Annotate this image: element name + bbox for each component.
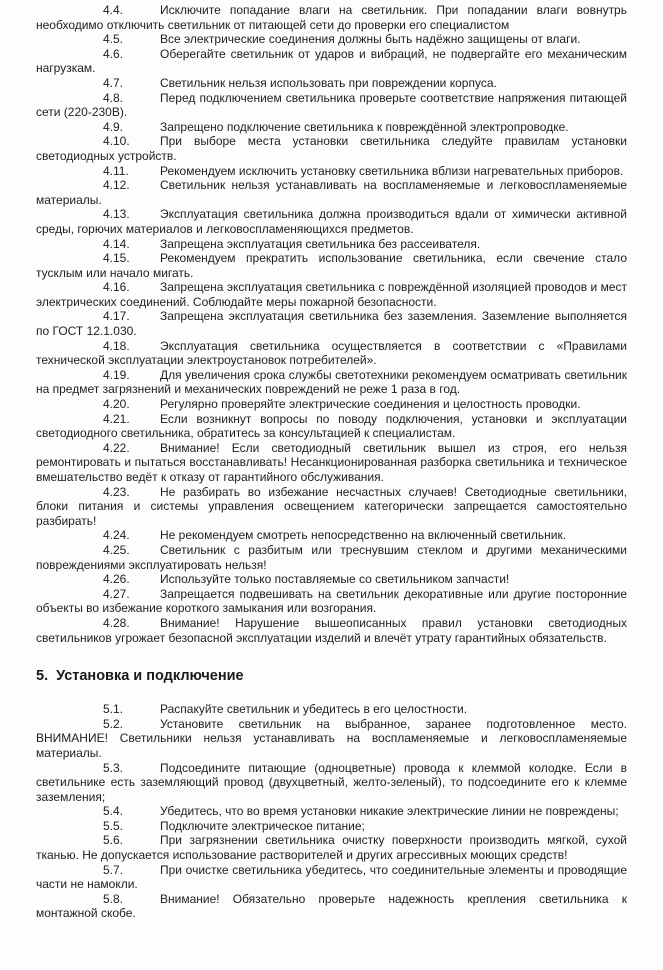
item-number: 4.27. — [103, 586, 130, 601]
item-number: 4.13. — [103, 207, 130, 222]
doc-paragraph — [36, 761, 627, 805]
item-text: При очистке светильника убедитесь, что соединительные элементы и проводящие части не намокли. — [36, 862, 627, 892]
item-text: Для увеличения срока службы светотехники рекомендуем осматривать светильник на предмет загрязнений и механических повреждений не реже 1 раза в год. — [36, 367, 627, 397]
item-number: 4.10. — [103, 134, 130, 149]
item-number: 4.17. — [103, 309, 130, 324]
section-5-heading-number: 5. — [36, 668, 49, 685]
doc-paragraph — [36, 309, 627, 338]
item-text: Убедитесь, что во время установки никакие электрические линии не повреждены; — [160, 804, 619, 819]
item-text: Исключите попадание влаги на светильник. При попадании влаги вовнутрь необходимо отключить светильник от питающей сети до проверки его специалистом — [36, 3, 627, 32]
doc-paragraph — [36, 134, 627, 163]
doc-paragraph — [36, 207, 627, 236]
item-text: Запрещена эксплуатация светильника без рассеивателя. — [160, 236, 481, 251]
item-number: 4.23. — [103, 484, 130, 499]
item-text: Распакуйте светильник и убедитесь в его целостности. — [160, 702, 468, 717]
doc-paragraph — [36, 280, 627, 309]
item-number: 5.5. — [103, 818, 124, 833]
item-number: 4.25. — [103, 542, 130, 557]
doc-paragraph — [36, 412, 627, 441]
item-text: Запрещена эксплуатация светильника с повреждённой изоляцией проводов и мест электрических соединений. Соблюдайте меры пожарной безопасности. — [36, 280, 627, 309]
item-text: Если возникнут вопросы по поводу подключения, установки и эксплуатации светодиодного светильника, обратитесь за консультацией к специалистам. — [36, 411, 627, 441]
item-number: 4.28. — [103, 615, 130, 630]
item-text: Светильник нельзя использовать при повреждении корпуса. — [160, 75, 497, 90]
item-number: 4.16. — [103, 280, 130, 295]
item-number: 4.22. — [103, 440, 130, 455]
item-text: Эксплуатация светильника осуществляется в соответствии с «Правилами технической эксплуатации электроустановок потребителей». — [36, 338, 627, 368]
doc-paragraph — [36, 120, 627, 135]
item-number: 4.20. — [103, 397, 130, 412]
item-text: Установите светильник на выбранное, заранее подготовленное место. ВНИМАНИЕ! Светильники нельзя устанавливать на воспламеняемые и легковоспламеняемые материалы. — [36, 716, 627, 760]
item-number: 5.6. — [103, 833, 124, 848]
item-text: Светильник нельзя устанавливать на воспламеняемые и легковоспламеняемые материалы. — [36, 178, 627, 207]
doc-paragraph — [36, 3, 627, 32]
section-4-safety-list — [36, 3, 627, 645]
item-number: 4.4. — [103, 3, 124, 17]
item-number: 5.2. — [103, 716, 124, 731]
item-text: Не рекомендуем смотреть непосредственно на включенный светильник. — [160, 528, 567, 543]
item-text: Все электрические соединения должны быть надёжно защищены от влаги. — [160, 32, 581, 47]
section-5-install-list — [36, 702, 627, 921]
item-number: 4.9. — [103, 119, 124, 134]
doc-paragraph — [36, 863, 627, 892]
item-text: Рекомендуем исключить установку светильника вблизи нагревательных приборов. — [160, 163, 624, 178]
doc-paragraph — [36, 819, 627, 834]
item-text: Регулярно проверяйте электрические соединения и целостность проводки. — [160, 397, 581, 412]
doc-paragraph — [36, 616, 627, 645]
item-text: Не разбирать во избежание несчастных случаев! Светодиодные светильники, блоки питания и системы управления освещением категорически запрещается самостоятельно разбирать! — [36, 484, 627, 528]
item-text: Оберегайте светильник от ударов и вибраций, не подвергайте его механическим нагрузкам. — [36, 46, 627, 76]
item-number: 4.7. — [103, 75, 124, 90]
item-number: 4.12. — [103, 178, 130, 193]
item-text: Подключите электрическое питание; — [160, 818, 365, 833]
item-number: 4.6. — [103, 46, 124, 61]
item-number: 4.5. — [103, 32, 124, 47]
doc-paragraph — [36, 164, 627, 179]
item-number: 5.8. — [103, 891, 124, 906]
item-number: 4.15. — [103, 251, 130, 266]
item-text: Используйте только поставляемые со светильником запчасти! — [160, 572, 510, 587]
item-number: 5.7. — [103, 862, 124, 877]
item-number: 4.21. — [103, 411, 130, 426]
item-number: 4.26. — [103, 572, 130, 587]
item-number: 4.24. — [103, 528, 130, 543]
item-text: Запрещено подключение светильника к повреждённой электропроводке. — [160, 119, 569, 134]
doc-paragraph — [36, 441, 627, 485]
item-number: 4.19. — [103, 367, 130, 382]
doc-paragraph — [36, 251, 627, 280]
doc-paragraph — [36, 702, 627, 717]
item-number: 4.14. — [103, 236, 130, 251]
doc-paragraph — [36, 485, 627, 529]
doc-paragraph — [36, 339, 627, 368]
item-text: Внимание! Нарушение вышеописанных правил установки светодиодных светильников угрожает безопасной эксплуатации изделий и влечёт утрату гарантийных обязательств. — [36, 615, 627, 645]
doc-paragraph — [36, 91, 627, 120]
item-text: При загрязнении светильника очистку поверхности производить мягкой, сухой тканью. Не допускается использование растворителей и других агрессивных моющих средств! — [36, 833, 627, 863]
item-number: 4.18. — [103, 338, 130, 353]
doc-paragraph — [36, 572, 627, 587]
item-number: 5.1. — [103, 702, 124, 717]
item-text: При выборе места установки светильника следуйте правилам установки светодиодных устройств. — [36, 134, 627, 163]
doc-paragraph — [36, 833, 627, 862]
doc-paragraph — [36, 368, 627, 397]
doc-paragraph — [36, 47, 627, 76]
doc-paragraph — [36, 892, 627, 921]
item-number: 5.3. — [103, 760, 124, 775]
item-text: Запрещена эксплуатация светильника без заземления. Заземление выполняется по ГОСТ 12.1.030. — [36, 309, 627, 339]
doc-paragraph — [36, 178, 627, 207]
item-text: Запрещается подвешивать на светильник декоративные или другие посторонние объекты во избежание короткого замыкания или возгорания. — [36, 586, 627, 616]
doc-paragraph — [36, 528, 627, 543]
item-text: Рекомендуем прекратить использование светильника, если свечение стало тусклым или начало мигать. — [36, 251, 627, 280]
item-text: Эксплуатация светильника должна производиться вдали от химически активной среды, горючих материалов и легковоспламеняющихся предметов. — [36, 207, 627, 236]
item-number: 4.8. — [103, 90, 124, 105]
item-text: Подсоедините питающие (одноцветные) провода к клеммой колодке. Если в светильнике есть заземляющий провод (двухцветный, желто-зеленый), то подсоедините его к клемме заземления; — [36, 760, 627, 804]
item-number: 4.11. — [103, 163, 129, 178]
item-text: Внимание! Если светодиодный светильник вышел из строя, его нельзя ремонтировать и пытаться восстанавливать! Несанкционированная разборка светильника и техническое вмешательство ведёт к отказу от гарантийного обслуживания. — [36, 440, 627, 484]
doc-paragraph — [36, 804, 627, 819]
item-number: 5.4. — [103, 804, 124, 819]
section-5-heading — [36, 667, 627, 685]
item-text: Перед подключением светильника проверьте соответствие напряжения питающей сети (220-230В). — [36, 90, 627, 120]
doc-paragraph — [36, 587, 627, 616]
doc-paragraph — [36, 32, 627, 47]
item-text: Светильник с разбитым или треснувшим стеклом и другими механическими повреждениями эксплуатировать нельзя! — [36, 542, 627, 572]
doc-paragraph — [36, 76, 627, 91]
item-text: Внимание! Обязательно проверьте надежность крепления светильника к монтажной скобе. — [36, 891, 627, 921]
section-5-heading-title: Установка и подключение — [56, 668, 244, 685]
doc-paragraph — [36, 397, 627, 412]
doc-paragraph — [36, 717, 627, 761]
doc-paragraph — [36, 237, 627, 252]
doc-paragraph — [36, 543, 627, 572]
